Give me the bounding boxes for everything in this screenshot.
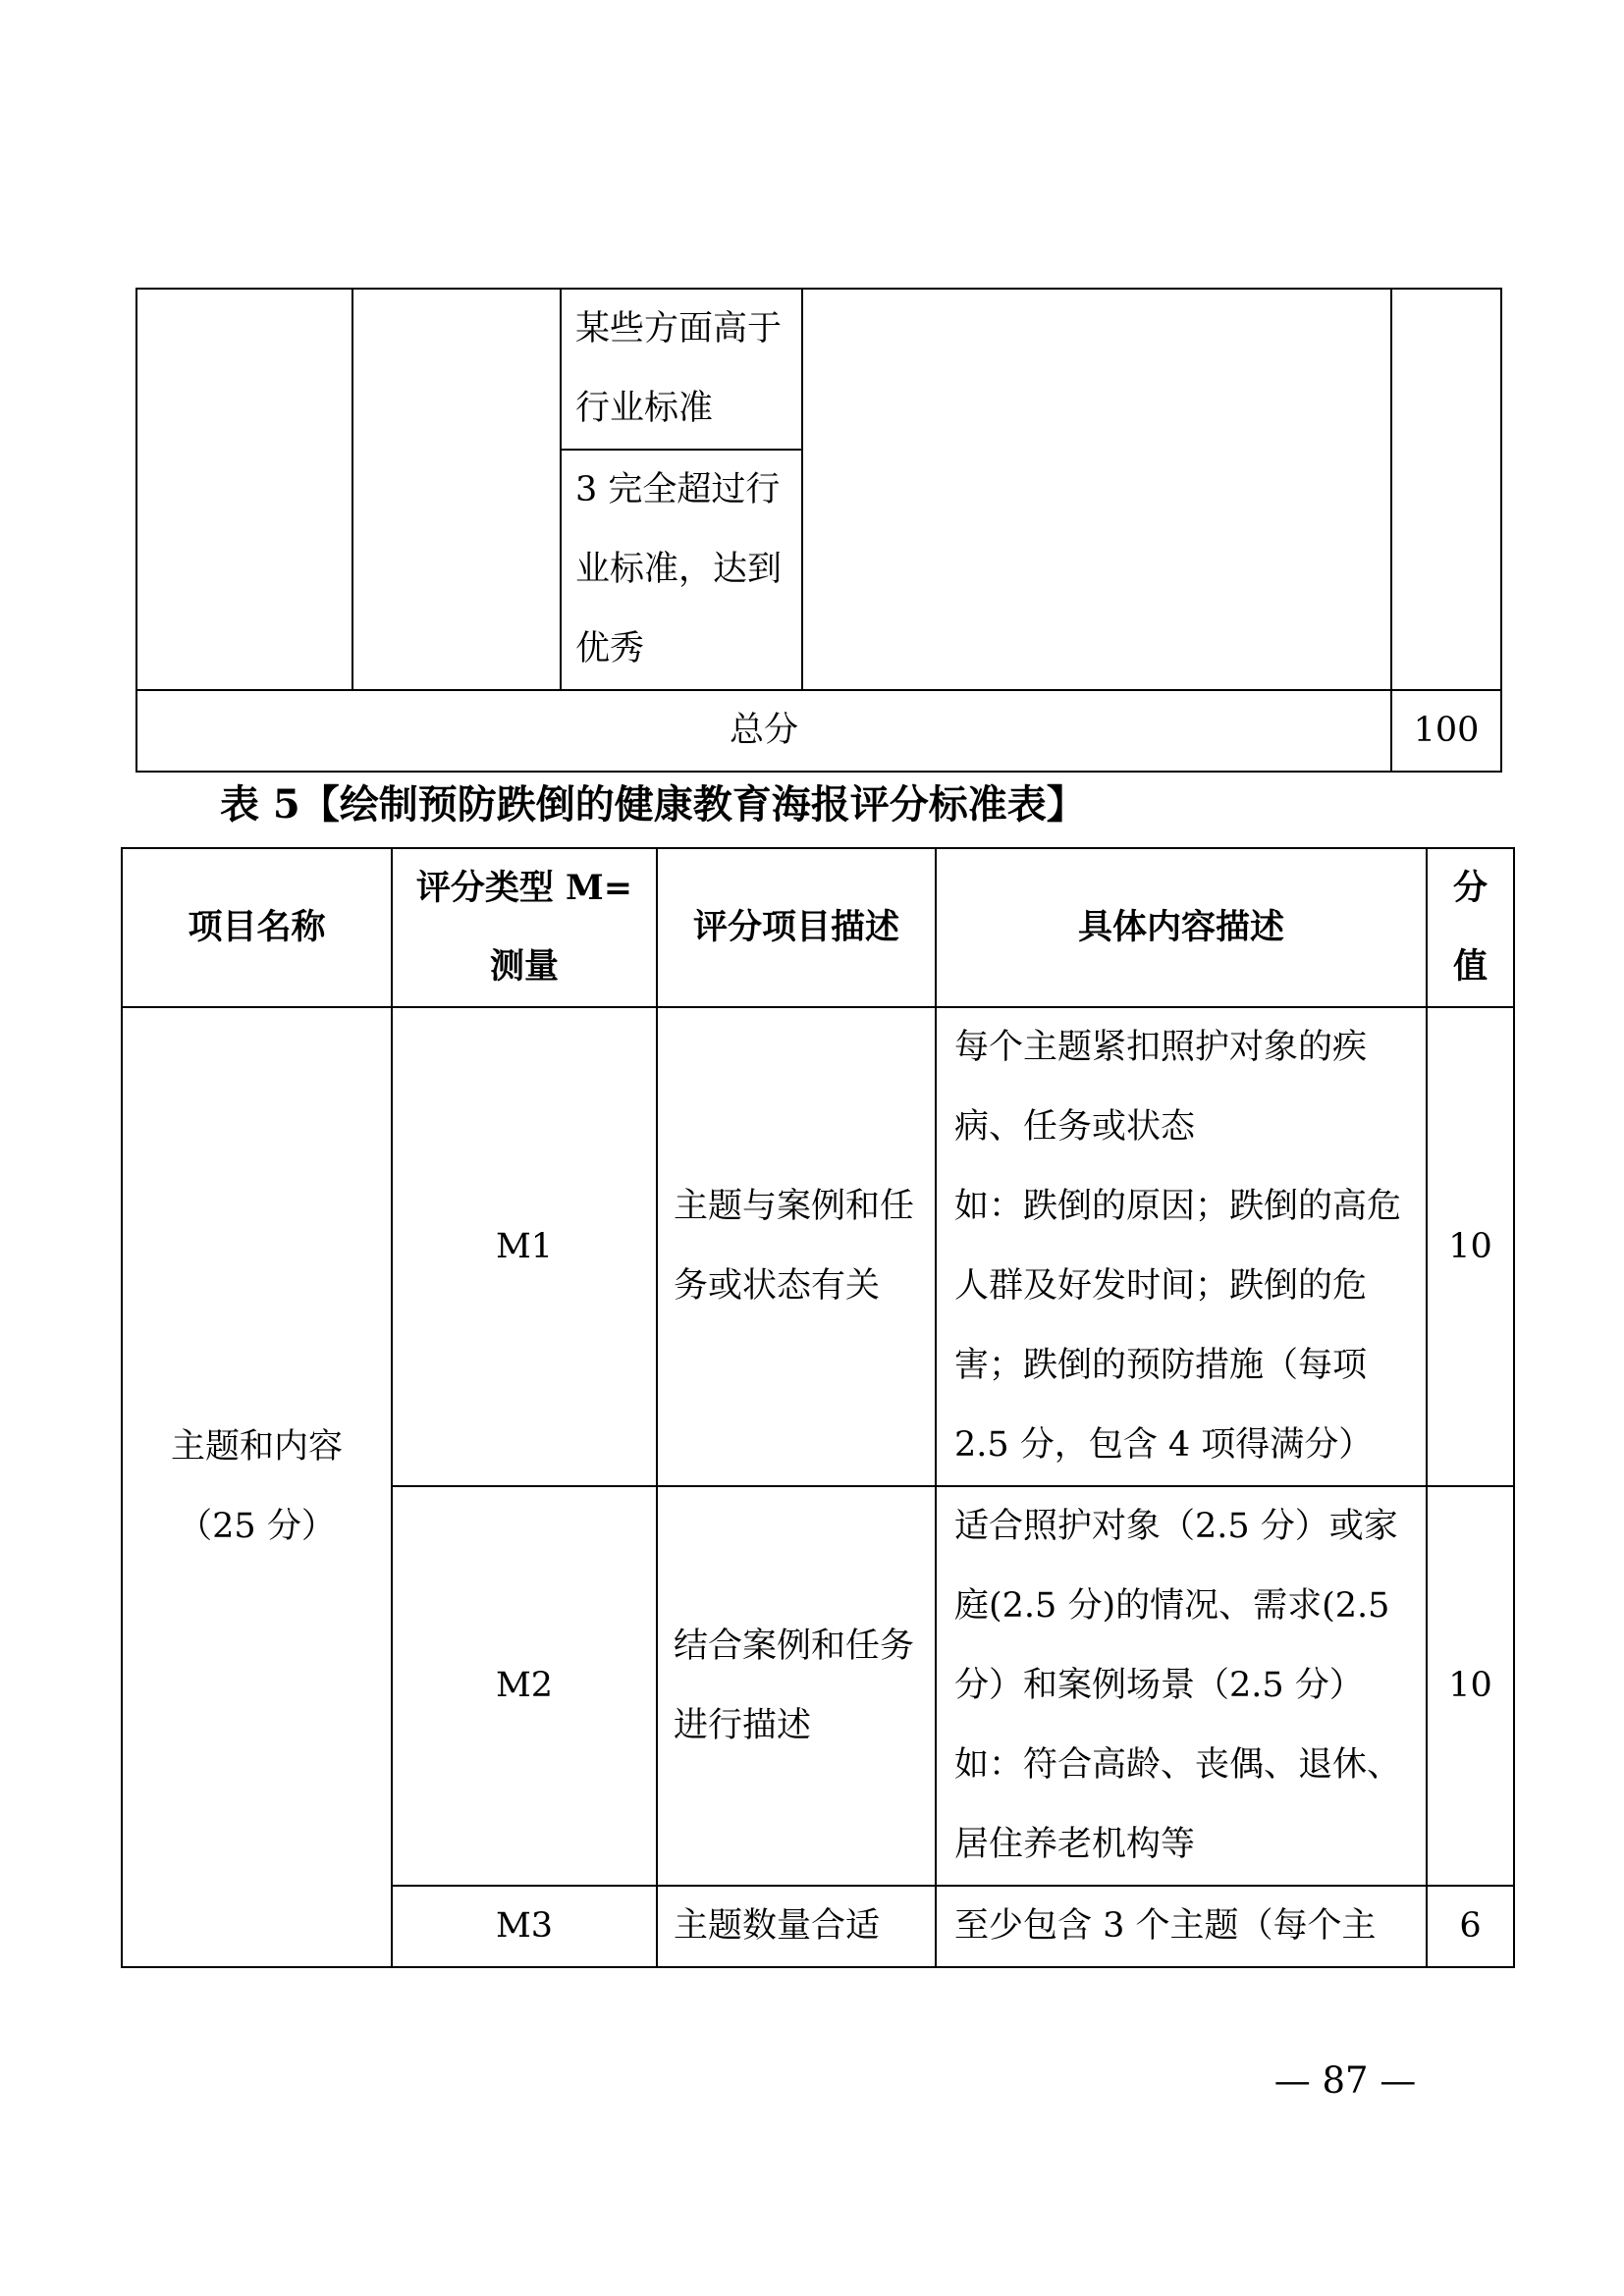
total-value: 100 — [1391, 690, 1501, 772]
cell-empty — [1391, 289, 1501, 690]
header-cell: 具体内容描述 — [936, 848, 1427, 1007]
content-line: 每个主题紧扣照护对象的疾病、任务或状态 — [954, 1028, 1368, 1147]
score-cell: 10 — [1427, 1486, 1514, 1886]
header-cell: 评分类型 M=测量 — [392, 848, 657, 1007]
content-cell: 适合照护对象（2.5 分）或家庭(2.5 分)的情况、需求(2.5 分）和案例场景（2.5 分）如：符合高龄、丧偶、退休、居住养老机构等 — [936, 1486, 1427, 1886]
criterion-cell: 3 完全超过行业标准，达到优秀 — [561, 450, 802, 690]
item-cell: 主题与案例和任务或状态有关 — [657, 1007, 936, 1486]
header-cell: 评分项目描述 — [657, 848, 936, 1007]
content-cell — [936, 1007, 1427, 1486]
type-cell: M1 — [392, 1007, 657, 1486]
continuation-table — [135, 288, 1502, 773]
cell-empty — [136, 289, 352, 690]
content-line: 如：跌倒的原因；跌倒的高危人群及好发时间；跌倒的危害；跌倒的预防措施（每项 2.5 分，包含 4 项得满分） — [954, 1187, 1402, 1465]
criterion-cell: 某些方面高于行业标准 — [561, 289, 802, 450]
type-cell: M3 — [392, 1886, 657, 1967]
content-cell: 至少包含 3 个主题（每个主 — [936, 1886, 1427, 1967]
cell-empty — [802, 289, 1391, 690]
table-row — [122, 1007, 1514, 1486]
type-cell: M2 — [392, 1486, 657, 1886]
page-number: — 87 — — [1273, 2059, 1417, 2102]
score-cell: 10 — [1427, 1007, 1514, 1486]
header-cell: 项目名称 — [122, 848, 392, 1007]
item-cell: 主题数量合适 — [657, 1886, 936, 1967]
header-row — [122, 848, 1514, 1007]
group-name-cell: 主题和内容（25 分） — [122, 1007, 392, 1967]
scoring-table — [121, 847, 1515, 1968]
table-caption: 表 5【绘制预防跌倒的健康教育海报评分标准表】 — [220, 781, 1086, 828]
cell-empty — [352, 289, 561, 690]
score-cell: 6 — [1427, 1886, 1514, 1967]
total-label: 总分 — [136, 690, 1391, 772]
header-cell: 分值 — [1427, 848, 1514, 1007]
item-cell: 结合案例和任务进行描述 — [657, 1486, 936, 1886]
